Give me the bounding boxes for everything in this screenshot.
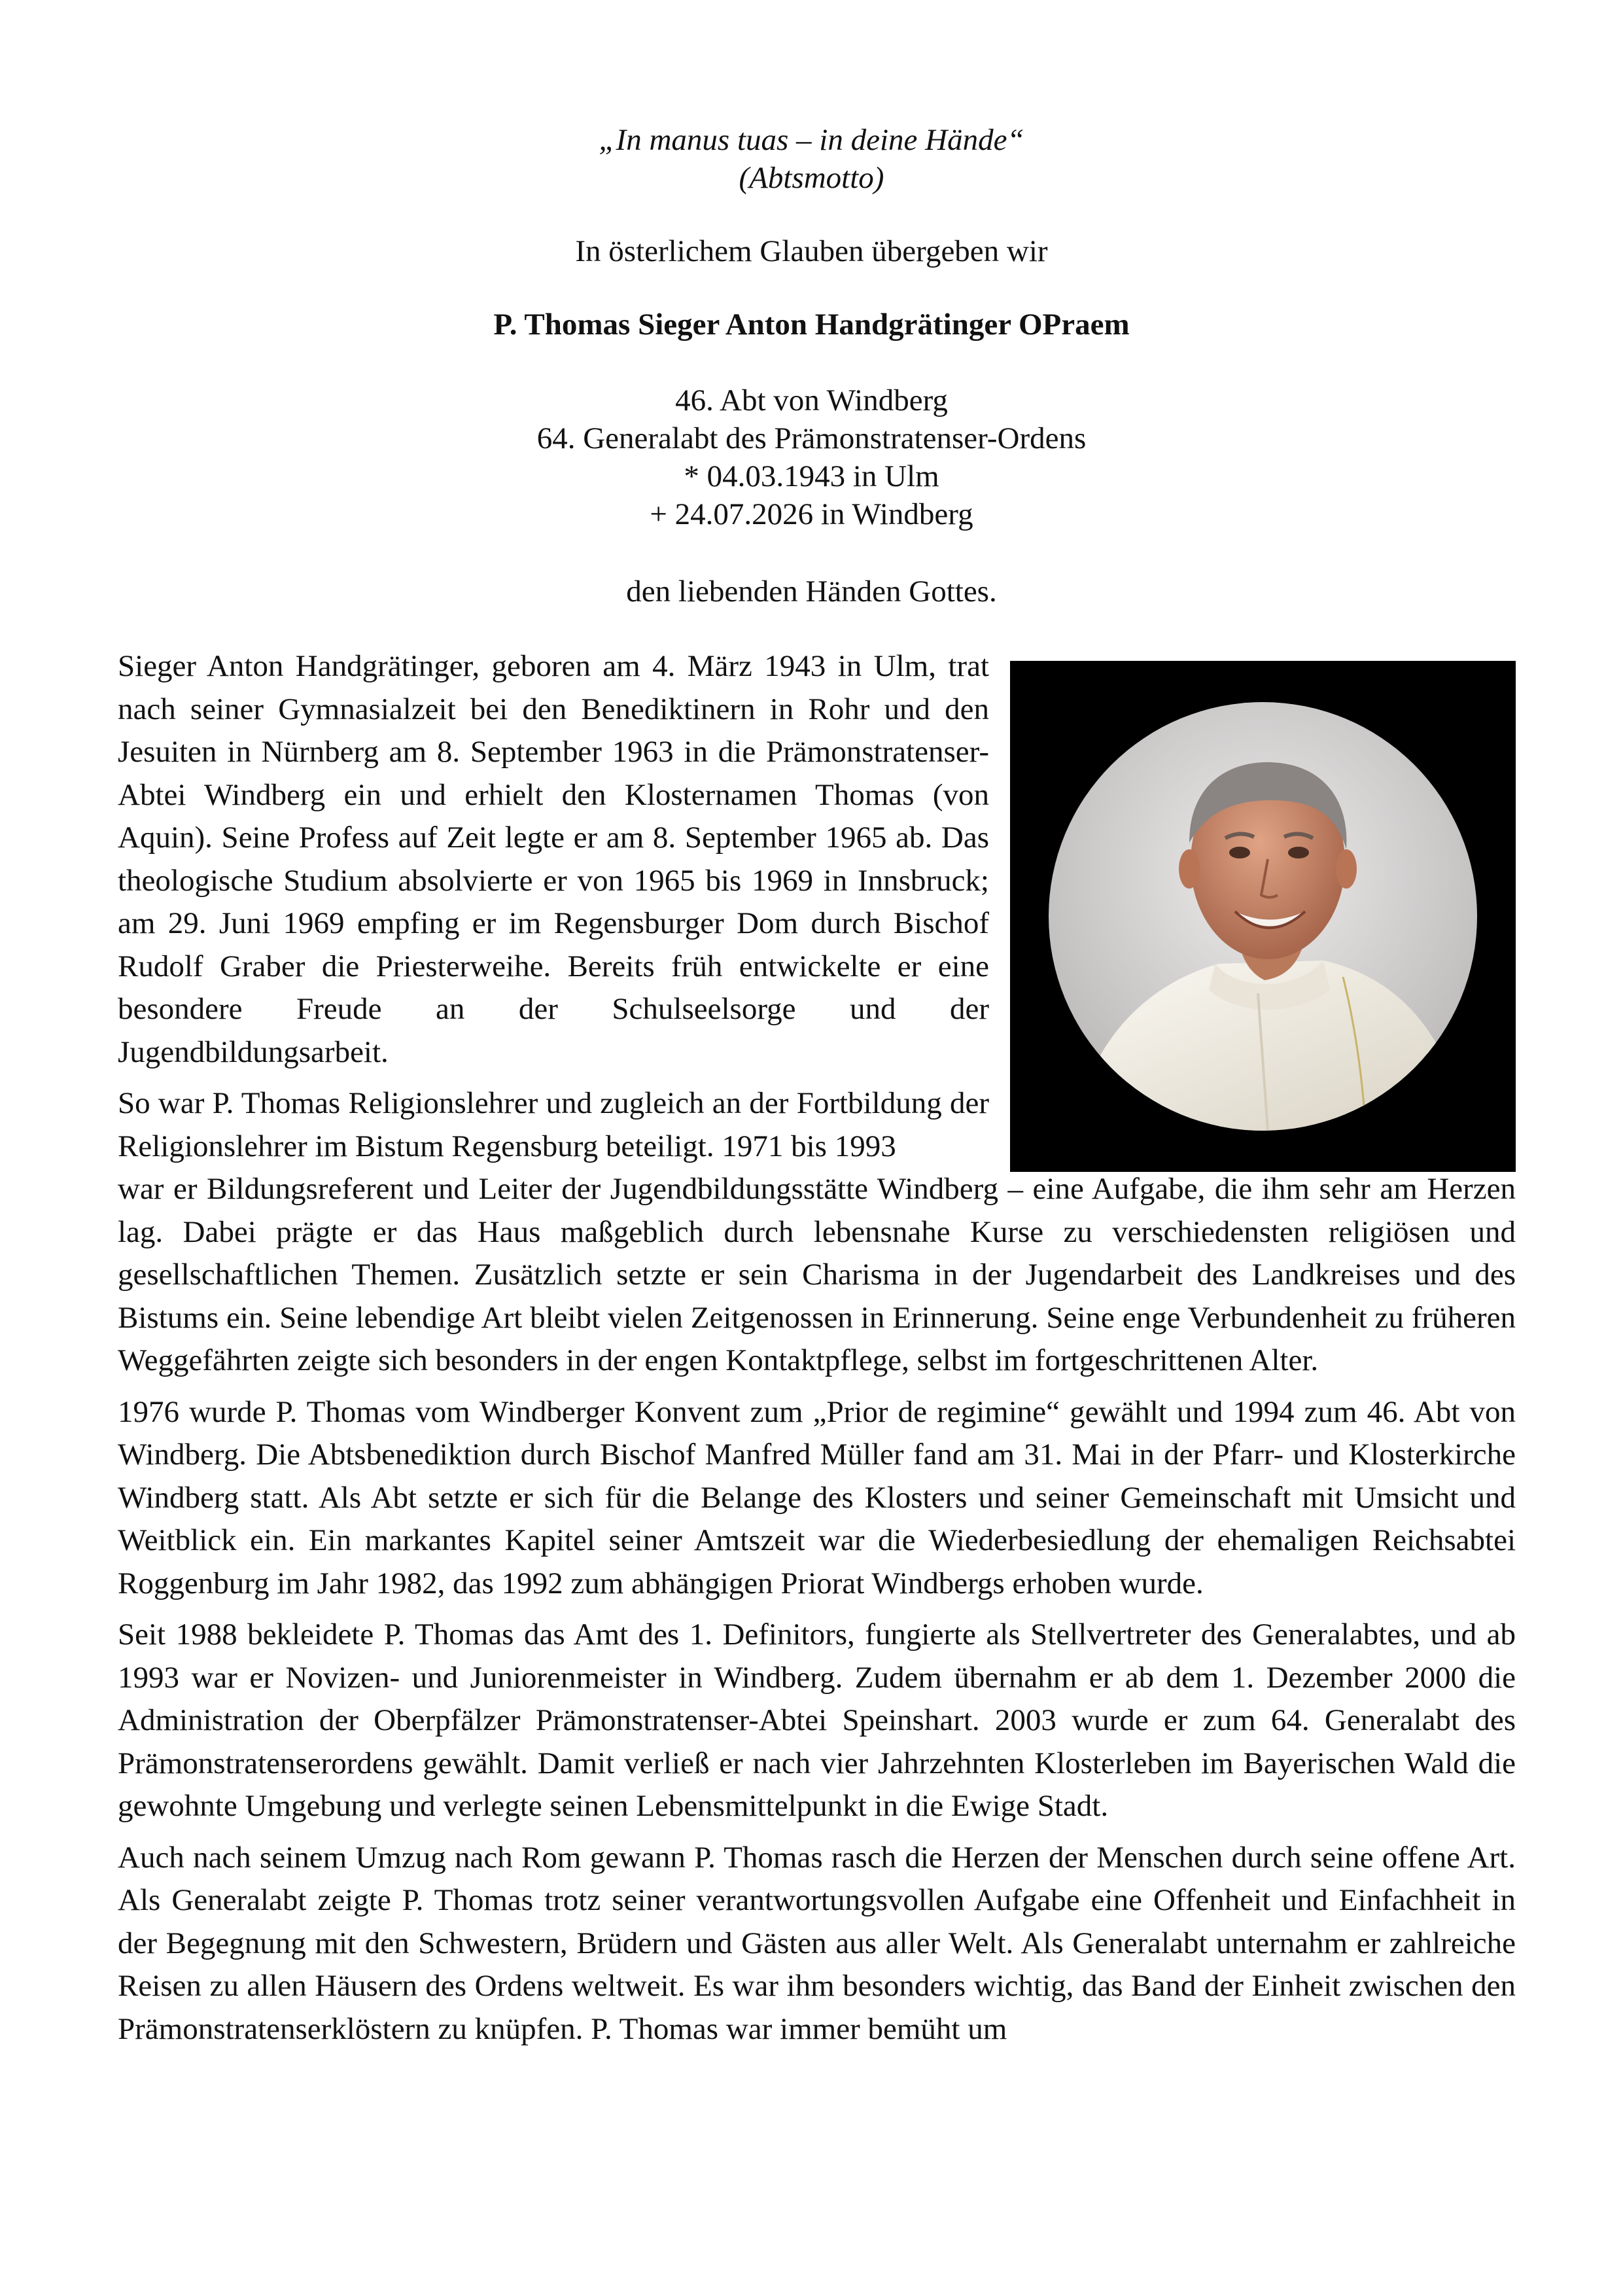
death-line: + 24.07.2026 in Windberg (650, 497, 973, 531)
paragraph-early-life: Sieger Anton Handgrätinger, geboren am 4. März 1943 in Ulm, trat nach seiner Gymnasialzeit bei den Benediktinern in Rohr und den Jesuiten in Nürnberg am 8. September 1963 in die Prämonstratenser-Abtei Windberg ein und erhielt den Klosternamen Thomas (von Aquin). Seine Profess auf Zeit legte er am 8. September 1965 ab. Das theologische Studium absolvierte er von 1965 bis 1969 in Innsbruck; am 29. Juni 1969 empfing er im Regensburger Dom durch Bischof Rudolf Graber die Priesterweihe. Bereits früh entwickelte er eine besondere Freude an der Schulseelsorge und der Jugendbildungsarbeit. (118, 649, 989, 1069)
intro-line: In österlichem Glauben übergeben wir (575, 234, 1048, 268)
paragraph-teaching-continued: war er Bildungsreferent und Leiter der Jugendbildungsstätte Windberg – eine Aufgabe, die ihm sehr am Herzen lag. Dabei prägte er das Haus maßgeblich durch lebensnahe Kurse zu verschiedensten religiösen und gesellschaftlichen Themen. Zusätzlich setzte er sein Charisma in der Jugendarbeit des Landkreises und des Bistums ein. Seine lebendige Art bleibt vielen Zeitgenossen in Erinnerung. Seine enge Verbundenheit zu früheren Weggefährten zeigte sich besonders in der engen Kontaktpflege, selbst im fortgeschrittenen Alter. (118, 1172, 1516, 1377)
paragraph-rome: Auch nach seinem Umzug nach Rom gewann P. Thomas rasch die Herzen der Menschen durch seine offene Art. Als Generalabt zeigte P. Thomas trotz seiner verantwortungsvollen Aufgabe eine Offenheit und Einfachheit in der Begegnung mit den Schwestern, Brüdern und Gästen aus aller Welt. Als Generalabt unternahm er zahlreiche Reisen zu allen Häusern des Ordens weltweit. Es war ihm besonders wichtig, das Band der Einheit zwischen den Prämonstratenserklöstern zu knüpfen. P. Thomas war immer bemüht um (118, 1840, 1516, 2046)
motto-label: (Abtsmotto) (739, 161, 884, 195)
title-line-general-abbot: 64. Generalabt des Prämonstratenser-Ordens (536, 421, 1087, 455)
titles-block (0, 381, 1623, 533)
motto-quote: „In manus tuas – in deine Hände“ (599, 123, 1024, 157)
biography-text (118, 645, 1516, 2051)
motto (0, 121, 1623, 197)
closing-line: den liebenden Händen Gottes. (626, 574, 997, 609)
title-line-abbot: 46. Abt von Windberg (675, 383, 948, 417)
birth-line: * 04.03.1943 in Ulm (684, 459, 939, 493)
paragraph-general-abbot: Seit 1988 bekleidete P. Thomas das Amt des 1. Definitors, fungierte als Stellvertreter des Generalabtes, und ab 1993 war er Novizen- und Juniorenmeister in Windberg. Zudem übernahm er ab dem 1. Dezember 2000 die Administration der Oberpfälzer Prämonstratenser-Abtei Speinshart. 2003 wurde er zum 64. Generalabt des Prämonstratenserordens gewählt. Damit verließ er nach vier Jahrzehnten Klosterleben im Bayerischen Wald die gewohnte Umgebung und verlegte seinen Lebensmittelpunkt in die Ewige Stadt. (118, 1617, 1516, 1823)
paragraph-abbot: 1976 wurde P. Thomas vom Windberger Konvent zum „Prior de regimine“ gewählt und 1994 zum 46. Abt von Windberg. Die Abtsbenediktion durch Bischof Manfred Müller fand am 31. Mai in der Pfarr- und Klosterkirche Windberg statt. Als Abt setzte er sich für die Belange des Klosters und seiner Gemeinschaft mit Umsicht und Weitblick ein. Ein markantes Kapitel seiner Amtszeit war die Wiederbesiedlung der ehemaligen Reichsabtei Roggenburg im Jahr 1982, das 1992 zum abhängigen Priorat Windbergs erhoben wurde. (118, 1394, 1516, 1600)
paragraph-teaching: So war P. Thomas Religionslehrer und zugleich an der Fortbildung der Religionslehrer im Bistum Regensburg beteiligt. 1971 bis 1993 (118, 1086, 989, 1163)
deceased-name: P. Thomas Sieger Anton Handgrätinger OPraem (493, 308, 1130, 342)
